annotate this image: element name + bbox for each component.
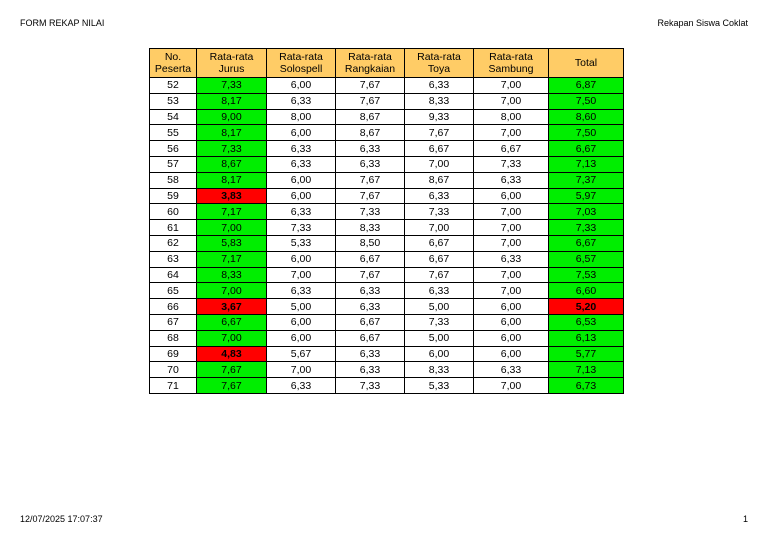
cell-rangkaian: 6,33	[336, 156, 405, 172]
cell-no-peserta: 62	[150, 235, 197, 251]
cell-jurus: 7,17	[197, 251, 267, 267]
cell-solospell: 6,33	[267, 141, 336, 157]
col-header-toya: Rata-rata Toya	[405, 49, 474, 78]
cell-no-peserta: 54	[150, 109, 197, 125]
score-table	[149, 48, 624, 394]
cell-toya: 6,67	[405, 235, 474, 251]
cell-jurus: 7,33	[197, 141, 267, 157]
table-row	[150, 93, 624, 109]
cell-rangkaian: 7,67	[336, 267, 405, 283]
cell-sambung: 6,33	[474, 362, 549, 378]
cell-solospell: 6,00	[267, 251, 336, 267]
cell-jurus: 7,33	[197, 78, 267, 94]
col-header-no-peserta: No. Peserta	[150, 49, 197, 78]
cell-total: 5,77	[549, 346, 624, 362]
cell-no-peserta: 58	[150, 172, 197, 188]
cell-jurus: 3,83	[197, 188, 267, 204]
table-row	[150, 314, 624, 330]
table-row	[150, 204, 624, 220]
cell-rangkaian: 6,33	[336, 299, 405, 315]
col-header-jurus: Rata-rata Jurus	[197, 49, 267, 78]
cell-total: 7,50	[549, 93, 624, 109]
cell-solospell: 5,33	[267, 235, 336, 251]
page-number: 1	[742, 514, 748, 524]
cell-no-peserta: 69	[150, 346, 197, 362]
cell-no-peserta: 70	[150, 362, 197, 378]
cell-rangkaian: 8,67	[336, 109, 405, 125]
cell-sambung: 7,00	[474, 204, 549, 220]
cell-jurus: 6,67	[197, 314, 267, 330]
cell-total: 6,87	[549, 78, 624, 94]
cell-toya: 7,33	[405, 204, 474, 220]
table-row	[150, 362, 624, 378]
cell-toya: 8,33	[405, 93, 474, 109]
cell-toya: 6,00	[405, 346, 474, 362]
cell-toya: 6,33	[405, 283, 474, 299]
cell-jurus: 7,67	[197, 362, 267, 378]
cell-sambung: 7,00	[474, 93, 549, 109]
cell-toya: 6,67	[405, 251, 474, 267]
table-row	[150, 283, 624, 299]
cell-rangkaian: 8,50	[336, 235, 405, 251]
cell-rangkaian: 6,33	[336, 362, 405, 378]
cell-no-peserta: 63	[150, 251, 197, 267]
cell-rangkaian: 8,33	[336, 220, 405, 236]
cell-jurus: 7,67	[197, 378, 267, 394]
cell-solospell: 6,33	[267, 283, 336, 299]
cell-total: 7,13	[549, 156, 624, 172]
cell-jurus: 5,83	[197, 235, 267, 251]
cell-rangkaian: 6,67	[336, 314, 405, 330]
cell-toya: 5,00	[405, 299, 474, 315]
cell-toya: 8,67	[405, 172, 474, 188]
cell-solospell: 6,00	[267, 314, 336, 330]
cell-sambung: 7,00	[474, 283, 549, 299]
cell-total: 6,13	[549, 330, 624, 346]
cell-jurus: 8,17	[197, 93, 267, 109]
cell-solospell: 7,00	[267, 267, 336, 283]
cell-sambung: 6,33	[474, 251, 549, 267]
cell-no-peserta: 60	[150, 204, 197, 220]
cell-total: 5,20	[549, 299, 624, 315]
cell-toya: 9,33	[405, 109, 474, 125]
cell-no-peserta: 71	[150, 378, 197, 394]
cell-jurus: 4,83	[197, 346, 267, 362]
cell-rangkaian: 7,67	[336, 172, 405, 188]
cell-toya: 7,67	[405, 267, 474, 283]
cell-rangkaian: 7,67	[336, 188, 405, 204]
cell-toya: 7,00	[405, 220, 474, 236]
table-row	[150, 220, 624, 236]
cell-jurus: 8,17	[197, 125, 267, 141]
cell-total: 7,33	[549, 220, 624, 236]
cell-sambung: 6,00	[474, 299, 549, 315]
cell-sambung: 7,00	[474, 125, 549, 141]
cell-sambung: 7,33	[474, 156, 549, 172]
cell-solospell: 6,00	[267, 78, 336, 94]
cell-solospell: 6,33	[267, 156, 336, 172]
table-row	[150, 251, 624, 267]
cell-sambung: 7,00	[474, 220, 549, 236]
cell-solospell: 8,00	[267, 109, 336, 125]
cell-no-peserta: 55	[150, 125, 197, 141]
table-row	[150, 78, 624, 94]
cell-rangkaian: 7,33	[336, 204, 405, 220]
cell-solospell: 7,00	[267, 362, 336, 378]
print-timestamp: 12/07/2025 17:07:37	[20, 514, 103, 524]
cell-sambung: 7,00	[474, 267, 549, 283]
cell-toya: 6,67	[405, 141, 474, 157]
cell-no-peserta: 56	[150, 141, 197, 157]
cell-sambung: 6,67	[474, 141, 549, 157]
cell-no-peserta: 57	[150, 156, 197, 172]
cell-total: 7,37	[549, 172, 624, 188]
cell-sambung: 7,00	[474, 78, 549, 94]
table-row	[150, 378, 624, 394]
cell-solospell: 5,67	[267, 346, 336, 362]
cell-total: 6,67	[549, 141, 624, 157]
table-row	[150, 172, 624, 188]
cell-rangkaian: 7,33	[336, 378, 405, 394]
cell-no-peserta: 53	[150, 93, 197, 109]
table-row	[150, 299, 624, 315]
cell-jurus: 7,00	[197, 220, 267, 236]
cell-total: 8,60	[549, 109, 624, 125]
cell-total: 5,97	[549, 188, 624, 204]
table-row	[150, 141, 624, 157]
table-row	[150, 346, 624, 362]
cell-total: 6,60	[549, 283, 624, 299]
cell-toya: 5,00	[405, 330, 474, 346]
cell-total: 6,67	[549, 235, 624, 251]
table-row	[150, 235, 624, 251]
cell-solospell: 6,33	[267, 378, 336, 394]
cell-sambung: 7,00	[474, 378, 549, 394]
cell-no-peserta: 59	[150, 188, 197, 204]
table-row	[150, 330, 624, 346]
table-header-row	[150, 49, 624, 78]
table-row	[150, 109, 624, 125]
cell-jurus: 7,00	[197, 330, 267, 346]
cell-total: 7,53	[549, 267, 624, 283]
cell-no-peserta: 52	[150, 78, 197, 94]
cell-rangkaian: 8,67	[336, 125, 405, 141]
cell-rangkaian: 6,33	[336, 141, 405, 157]
cell-sambung: 6,00	[474, 314, 549, 330]
cell-sambung: 7,00	[474, 235, 549, 251]
cell-no-peserta: 67	[150, 314, 197, 330]
cell-jurus: 7,00	[197, 283, 267, 299]
table-row	[150, 188, 624, 204]
cell-solospell: 6,00	[267, 330, 336, 346]
cell-toya: 7,00	[405, 156, 474, 172]
col-header-solospell: Rata-rata Solospell	[267, 49, 336, 78]
table-row	[150, 125, 624, 141]
cell-toya: 8,33	[405, 362, 474, 378]
cell-rangkaian: 6,33	[336, 283, 405, 299]
cell-no-peserta: 68	[150, 330, 197, 346]
cell-jurus: 3,67	[197, 299, 267, 315]
cell-jurus: 7,17	[197, 204, 267, 220]
cell-sambung: 8,00	[474, 109, 549, 125]
report-title: FORM REKAP NILAI	[20, 18, 105, 28]
col-header-rangkaian: Rata-rata Rangkaian	[336, 49, 405, 78]
cell-solospell: 6,33	[267, 93, 336, 109]
cell-solospell: 6,00	[267, 188, 336, 204]
cell-solospell: 6,33	[267, 204, 336, 220]
table-body	[150, 78, 624, 394]
cell-rangkaian: 6,67	[336, 251, 405, 267]
cell-jurus: 8,33	[197, 267, 267, 283]
cell-no-peserta: 66	[150, 299, 197, 315]
col-header-total: Total	[549, 49, 624, 78]
cell-total: 6,53	[549, 314, 624, 330]
table-row	[150, 156, 624, 172]
cell-rangkaian: 7,67	[336, 78, 405, 94]
cell-total: 7,03	[549, 204, 624, 220]
cell-jurus: 8,67	[197, 156, 267, 172]
cell-total: 7,50	[549, 125, 624, 141]
cell-sambung: 6,33	[474, 172, 549, 188]
cell-solospell: 6,00	[267, 172, 336, 188]
cell-solospell: 7,33	[267, 220, 336, 236]
cell-rangkaian: 6,67	[336, 330, 405, 346]
table-row	[150, 267, 624, 283]
report-subtitle: Rekapan Siswa Coklat	[657, 18, 748, 28]
cell-solospell: 6,00	[267, 125, 336, 141]
cell-no-peserta: 64	[150, 267, 197, 283]
cell-total: 6,57	[549, 251, 624, 267]
cell-toya: 7,33	[405, 314, 474, 330]
cell-solospell: 5,00	[267, 299, 336, 315]
cell-rangkaian: 6,33	[336, 346, 405, 362]
cell-toya: 6,33	[405, 188, 474, 204]
cell-toya: 6,33	[405, 78, 474, 94]
cell-no-peserta: 65	[150, 283, 197, 299]
cell-rangkaian: 7,67	[336, 93, 405, 109]
cell-toya: 7,67	[405, 125, 474, 141]
cell-sambung: 6,00	[474, 188, 549, 204]
cell-jurus: 8,17	[197, 172, 267, 188]
cell-total: 6,73	[549, 378, 624, 394]
col-header-sambung: Rata-rata Sambung	[474, 49, 549, 78]
cell-sambung: 6,00	[474, 346, 549, 362]
cell-total: 7,13	[549, 362, 624, 378]
cell-sambung: 6,00	[474, 330, 549, 346]
cell-toya: 5,33	[405, 378, 474, 394]
cell-no-peserta: 61	[150, 220, 197, 236]
cell-jurus: 9,00	[197, 109, 267, 125]
